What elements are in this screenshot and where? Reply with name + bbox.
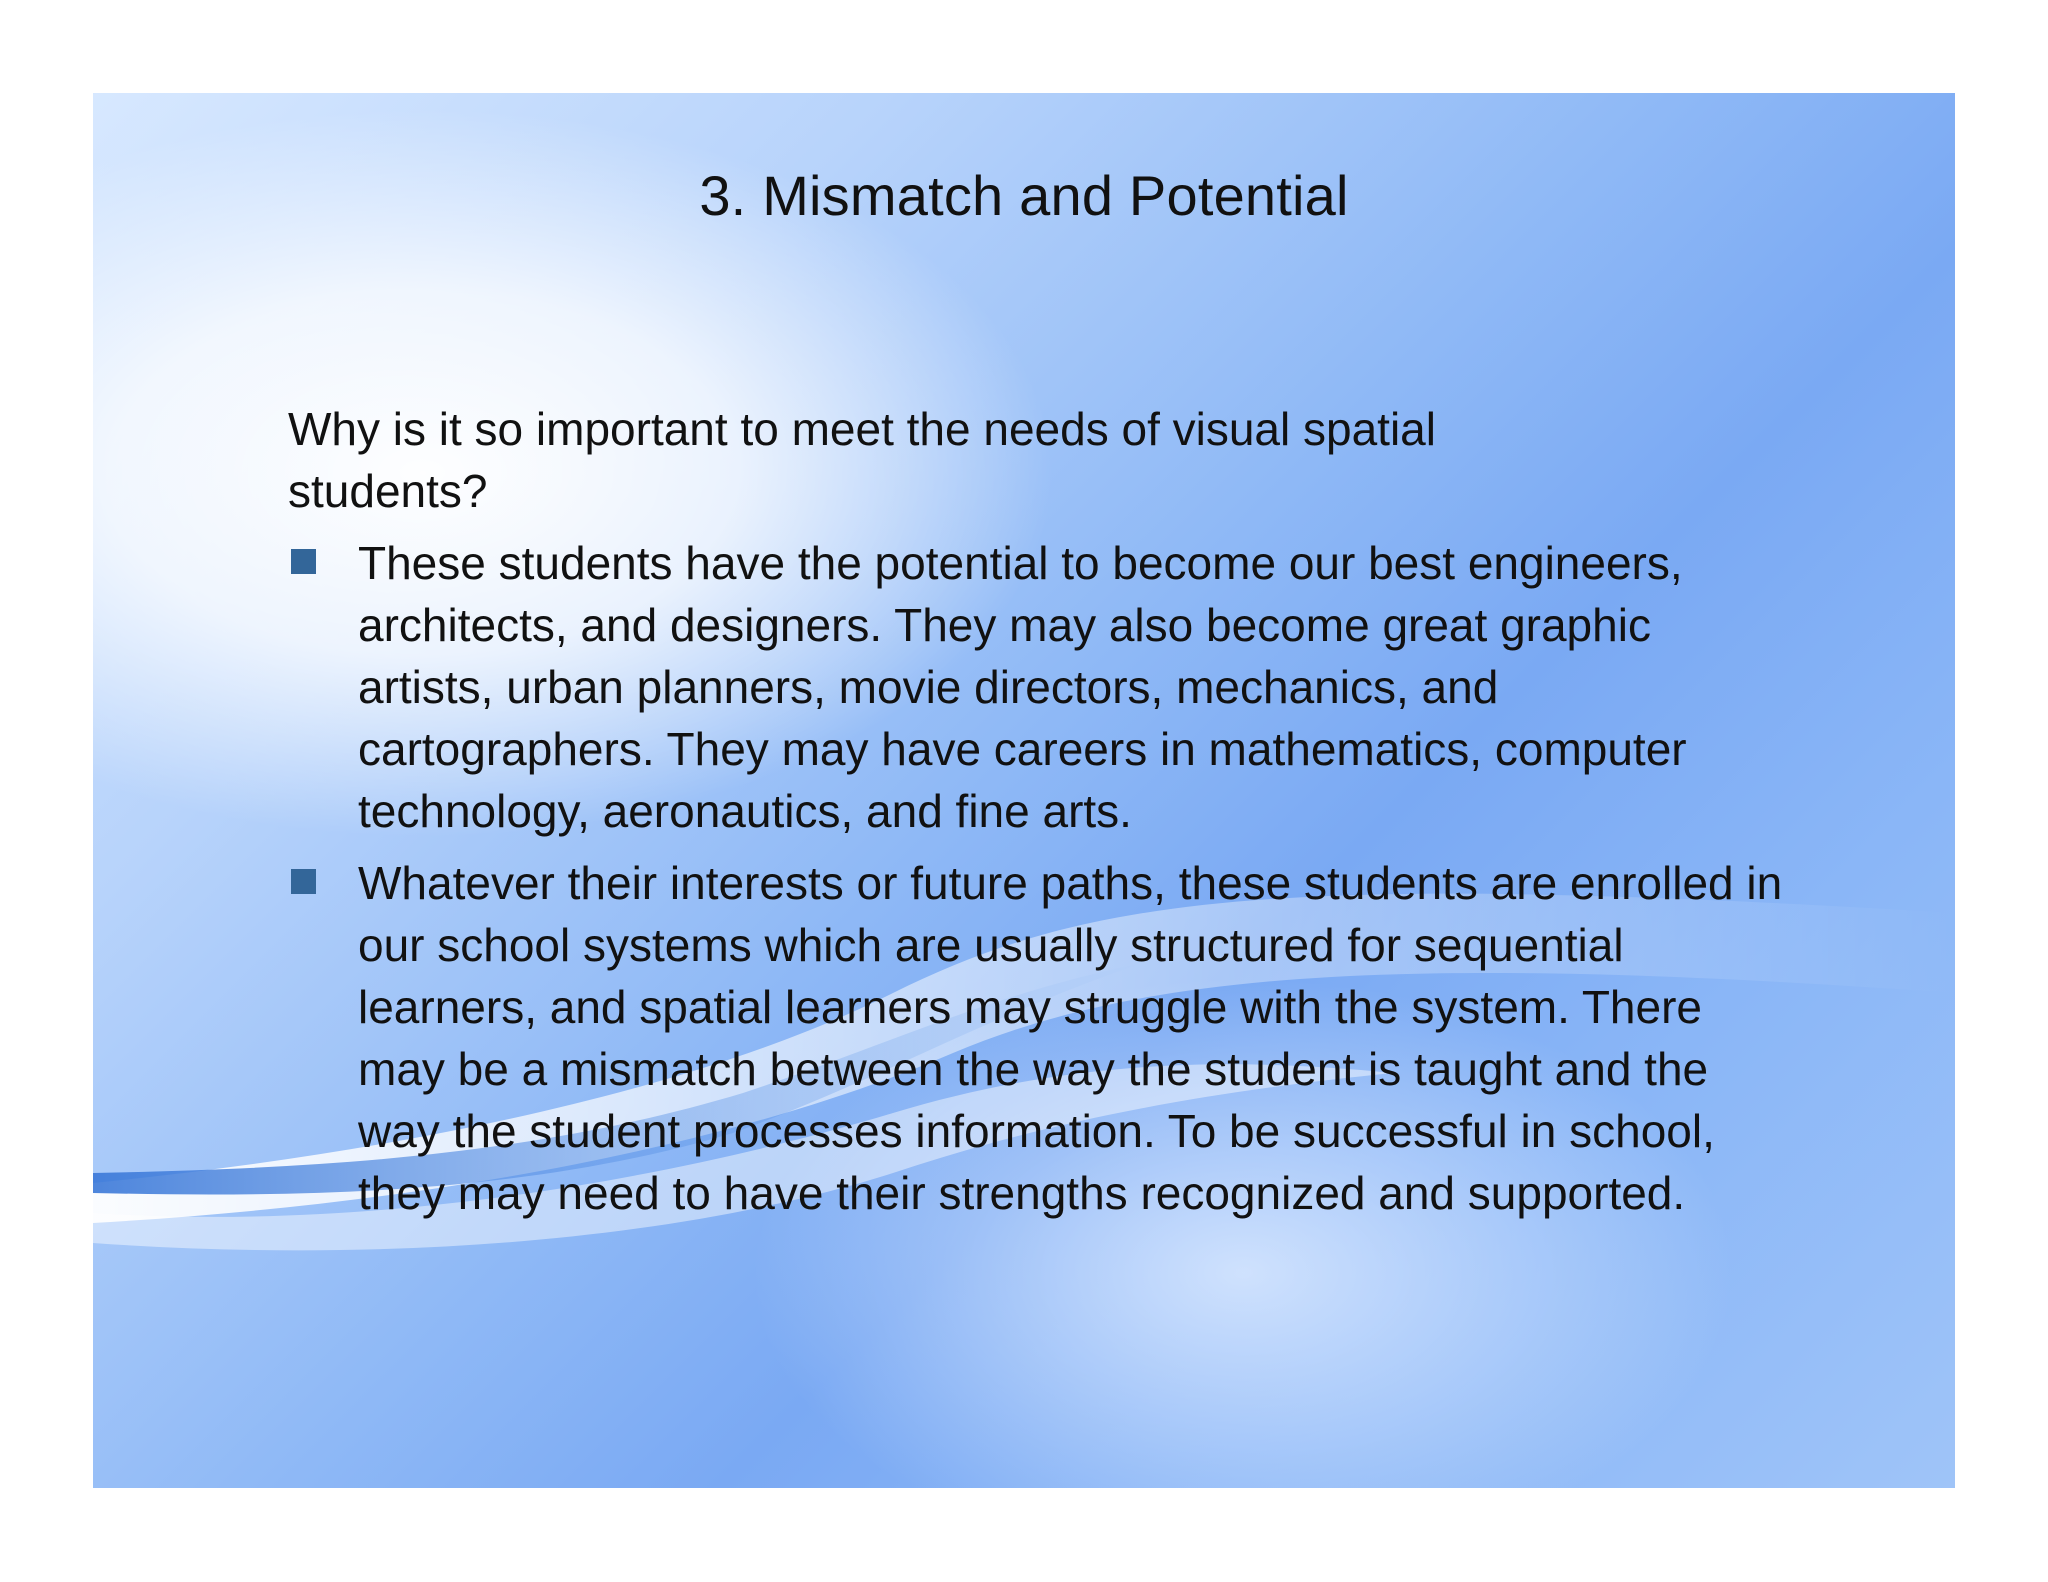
bullet-text: These students have the potential to become our best engineers, architects, and designers. They may also become great graphic artists, urban planners, movie directors, mechanics, and cartographers. They may have careers in mathematics, computer technology, aeronautics, and fine arts. xyxy=(358,537,1687,837)
square-bullet-icon xyxy=(291,869,316,894)
bullet-item xyxy=(288,852,1798,1224)
slide-title: 3. Mismatch and Potential xyxy=(699,164,1349,227)
bullet-text: Whatever their interests or future paths, these students are enrolled in our school systems which are usually structured for sequential learners, and spatial learners may struggle with the system. There may be a mismatch between the way the student is taught and the way the student processes information. To be successful in school, they may need to have their strengths recognized and supported. xyxy=(358,857,1783,1219)
intro-question: Why is it so important to meet the needs of visual spatial students? xyxy=(288,403,1436,517)
bullet-list xyxy=(288,532,1868,1224)
bullet-item xyxy=(288,532,1798,842)
slide-body xyxy=(288,398,1868,1234)
slide xyxy=(93,93,1955,1488)
square-bullet-icon xyxy=(291,549,316,574)
